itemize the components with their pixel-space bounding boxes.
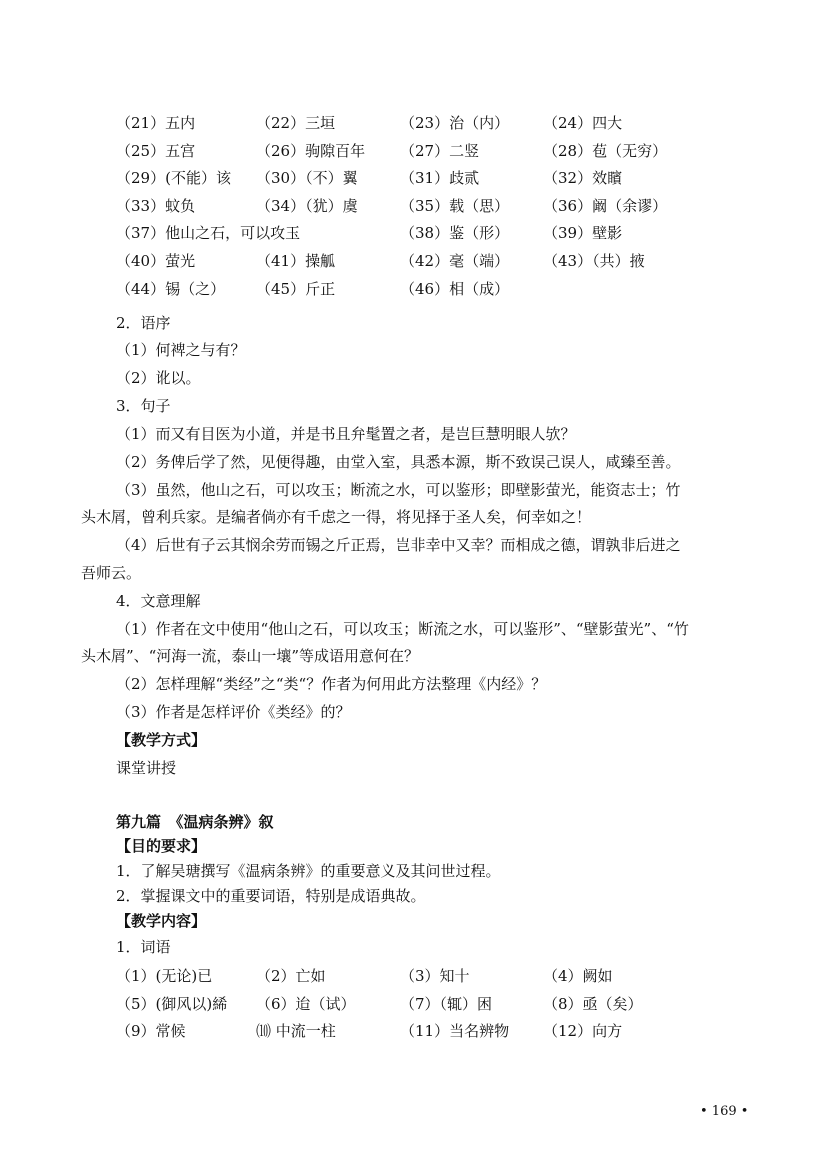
vocab-item: （42）毫（端） <box>400 252 510 270</box>
vocab-item: （40）萤光 <box>116 252 196 270</box>
vocab-item: （23）治（内） <box>400 114 510 132</box>
vocab-item: （27）二竖 <box>400 141 480 160</box>
grid-row <box>116 1021 746 1041</box>
sec2-item-1: （1）何裨之与有？ <box>116 341 246 359</box>
grid-row <box>116 966 746 986</box>
sec3-item-1: （1）而又有目医为小道，并是书且弁髦置之者，是岂巨慧明眼人欤？ <box>116 425 576 443</box>
vocab-item: （35）载（思） <box>400 196 510 215</box>
content-sub: 1．词语 <box>116 938 171 956</box>
vocab-item: （2）亡如 <box>256 967 326 985</box>
section-2-title: 2．语序 <box>116 314 171 332</box>
vocab-item: （24）四大 <box>543 114 623 132</box>
vocab-item: （33）蚊负 <box>116 196 196 215</box>
vocab-item: （43）（共）掖 <box>543 252 645 270</box>
goal-item-1: 1．了解吴瑭撰写《温病条辨》的重要意义及其问世过程。 <box>116 862 501 880</box>
content-heading: 【教学内容】 <box>116 912 207 930</box>
section-4-title: 4．文意理解 <box>116 592 201 610</box>
vocab-item: （26）驹隙百年 <box>256 141 366 160</box>
vocab-item: （22）三垣 <box>256 114 336 132</box>
sec4-item-1: （1）作者在文中使用“他山之石，可以攻玉；断流之水，可以鉴形”、“壁影萤光”、“竹 <box>116 620 689 638</box>
goal-item-2: 2．掌握课文中的重要词语，特别是成语典故。 <box>116 887 426 905</box>
grid-row <box>116 994 746 1014</box>
grid-row <box>116 279 746 299</box>
vocab-item: （3）知十 <box>400 967 470 985</box>
vocab-item: （46）相（成） <box>400 279 510 298</box>
vocab-item: （30）（不）翼 <box>256 169 358 188</box>
vocab-item: （7）（辄）困 <box>400 994 493 1013</box>
vocab-item: （9）常候 <box>116 1022 186 1040</box>
vocab-item: （41）操觚 <box>256 252 336 270</box>
section-3-title: 3．句子 <box>116 397 171 415</box>
grid-row <box>116 251 746 271</box>
sec4-item-2: （2）怎样理解“类经”之“类“？作者为何用此方法整理《内经》？ <box>116 675 547 693</box>
vocab-item: （25）五宫 <box>116 141 196 160</box>
sec3-item-4-cont: 吾师云。 <box>81 564 142 582</box>
vocab-item: （5）(御风以)絺 <box>116 994 228 1013</box>
vocab-item: （38）鉴（形） <box>400 224 510 243</box>
sec3-item-4: （4）后世有子云其悯余劳而锡之斤正焉，岂非幸中又幸？而相成之德，谓孰非后进之 <box>116 536 681 554</box>
vocab-item: （6）迨（试） <box>256 994 356 1013</box>
vocab-item: （37）他山之石，可以攻玉 <box>116 224 301 243</box>
method-heading: 【教学方式】 <box>116 731 207 749</box>
vocab-item: （4）阙如 <box>543 967 613 985</box>
chapter-title: 第九篇 《温病条辨》叙 <box>116 813 274 831</box>
sec4-item-1-cont: 头木屑”、“河海一流，泰山一壤”等成语用意何在？ <box>81 647 420 665</box>
vocab-item: （44）锡（之） <box>116 279 226 298</box>
grid-row <box>116 168 746 188</box>
sec4-item-3: （3）作者是怎样评价《类经》的？ <box>116 703 351 721</box>
vocab-item: （32）效矉 <box>543 169 623 188</box>
grid-row <box>116 141 746 161</box>
vocab-item: （29）(不能）该 <box>116 169 231 188</box>
vocab-item: （1）(无论)已 <box>116 967 213 985</box>
grid-row <box>116 223 746 243</box>
vocab-item: （21）五内 <box>116 114 196 132</box>
vocab-item: （31）歧贰 <box>400 169 480 188</box>
vocab-item: （39）壁影 <box>543 224 623 243</box>
vocab-item: （8）亟（矣） <box>543 994 643 1013</box>
page-number: • 169 • <box>700 1104 749 1119</box>
vocab-item: （12）向方 <box>543 1022 623 1040</box>
vocab-item: ⑽ 中流一柱 <box>256 1022 336 1040</box>
vocab-item: （45）斤正 <box>256 279 336 298</box>
grid-row <box>116 196 746 216</box>
vocab-item: （34）（犹）虞 <box>256 196 358 215</box>
vocab-item: （36）阚（余谬） <box>543 196 668 215</box>
method-text: 课堂讲授 <box>116 759 177 777</box>
vocab-item: （11）当名辨物 <box>400 1022 510 1040</box>
vocab-item: （28）苞（无穷） <box>543 141 668 160</box>
sec3-item-2: （2）务俾后学了然，见便得趣，由堂入室，具悉本源，斯不致误己误人，咸臻至善。 <box>116 453 681 471</box>
sec3-item-3: （3）虽然，他山之石，可以攻玉；断流之水，可以鉴形；即壁影萤光，能资志士；竹 <box>116 481 681 499</box>
grid-row <box>116 113 746 133</box>
sec3-item-3-cont: 头木屑，曾利兵家。是编者倘亦有千虑之一得，将见择于圣人矣，何幸如之！ <box>81 508 592 526</box>
sec2-item-2: （2）讹以。 <box>116 369 201 387</box>
goal-heading: 【目的要求】 <box>116 837 207 855</box>
